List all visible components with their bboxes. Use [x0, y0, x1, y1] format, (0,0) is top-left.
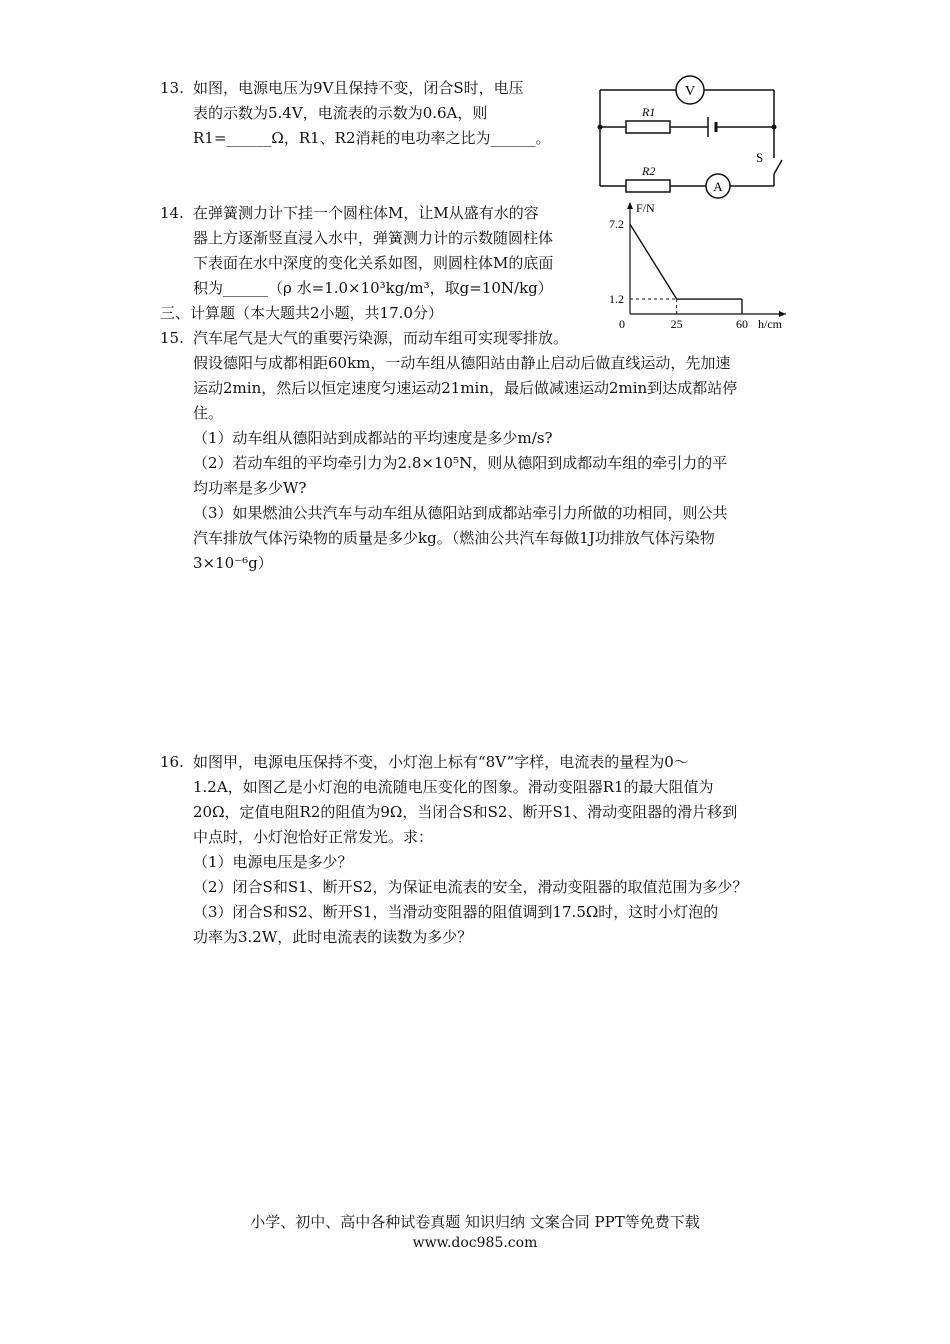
q15-line-3: 运动2min，然后以恒定速度匀速运动21min，最后做减速运动2min到达成都站停 [193, 379, 738, 397]
circuit-diagram [590, 70, 790, 200]
q15-sub-3-cont: 汽车排放气体污染物的质量是多少kg。（燃油公共汽车每做1J功排放气体污染物 [193, 529, 715, 547]
ammeter-label: A [713, 179, 723, 194]
series-line [630, 224, 742, 299]
q16-line-4: 中点时，小灯泡恰好正常发光。求： [193, 828, 434, 846]
x-tick-label: 25 [670, 317, 683, 331]
y-axis-arrow [627, 202, 633, 209]
q14-line-2: 器上方逐渐竖直浸入水中，弹簧测力计的示数随圆柱体 [193, 229, 554, 247]
y-axis-label: F/N [636, 201, 655, 215]
section-3-heading: 三、计算题（本大题共2小题，共17.0分） [160, 304, 443, 322]
footer-ad-text: 小学、初中、高中各种试卷真题 知识归纳 文案合同 PPT等免费下载 [250, 1213, 700, 1231]
q15-sub-2: （2）若动车组的平均牵引力为2.8×10⁵N，则从德阳到成都动车组的牵引力的平 [193, 454, 728, 472]
q16-line-3: 20Ω，定值电阻R2的阻值为9Ω，当闭合S和S2、断开S1、滑动变阻器的滑片移到 [193, 803, 738, 821]
q16-line-2: 1.2A，如图乙是小灯泡的电流随电压变化的图象。滑动变阻器R1的最大阻值为 [193, 778, 714, 796]
q14-line-3: 下表面在水中深度的变化关系如图，则圆柱体M的底面 [193, 254, 554, 272]
force-depth-chart [598, 196, 794, 332]
q15-number: 15. [160, 329, 184, 347]
q13-number: 13. [160, 79, 184, 97]
q15-sub-1: （1）动车组从德阳站到成都站的平均速度是多少m/s? [193, 429, 553, 447]
r2-label: R2 [642, 164, 656, 178]
q15-line-4: 住。 [193, 404, 224, 422]
footer-url[interactable]: www.doc985.com [412, 1235, 538, 1251]
q15-line-1: 汽车尾气是大气的重要污染源，而动车组可实现零排放。 [193, 329, 569, 347]
q16-sub-3-cont: 功率为3.2W，此时电流表的读数为多少？ [193, 928, 473, 946]
q15-line-2: 假设德阳与成都相距60km，一动车组从德阳站由静止启动后做直线运动，先加速 [193, 354, 731, 372]
q13-line-2: 表的示数为5.4V，电流表的示数为0.6A，则 [193, 104, 488, 122]
r1-label: R1 [642, 105, 656, 119]
switch-label: S [756, 150, 764, 165]
q13-line-1: 如图，电源电压为9V且保持不变，闭合S时，电压 [193, 79, 524, 97]
q16-sub-3: （3）闭合S和S2、断开S1，当滑动变阻器的阻值调到17.5Ω时，这时小灯泡的 [193, 903, 719, 921]
q16-line-1: 如图甲，电源电压保持不变，小灯泡上标有“8V”字样，电流表的量程为0～ [193, 753, 689, 771]
q16-sub-2: （2）闭合S和S1、断开S2，为保证电流表的安全，滑动变阻器的取值范围为多少？ [193, 878, 748, 896]
q15-sub-3: （3）如果燃油公共汽车与动车组从德阳站到成都站牵引力所做的功相同，则公共 [193, 504, 728, 522]
voltmeter-label: V [684, 84, 696, 99]
q13-line-3: R1=______Ω，R1、R2消耗的电功率之比为______。 [193, 129, 551, 147]
q16-sub-1: （1）电源电压是多少？ [193, 853, 353, 871]
q14-line-1: 在弹簧测力计下挂一个圆柱体M，让M从盛有水的容 [193, 204, 539, 222]
q15-sub-2-cont: 均功率是多少W? [193, 479, 307, 497]
x-tick-label: 60 [736, 317, 748, 331]
y-tick-label: 1.2 [609, 292, 624, 307]
y-tick-label: 7.2 [609, 217, 624, 232]
q14-number: 14. [160, 204, 184, 222]
q15-sub-3-end: 3×10⁻⁶g） [193, 554, 273, 572]
x-tick-label: 0 [619, 317, 625, 331]
q14-line-4: 积为______（ρ 水=1.0×10³kg/m³，取g=10N/kg） [193, 279, 553, 297]
x-axis-label: h/cm [758, 317, 782, 331]
q16-number: 16. [160, 753, 184, 771]
